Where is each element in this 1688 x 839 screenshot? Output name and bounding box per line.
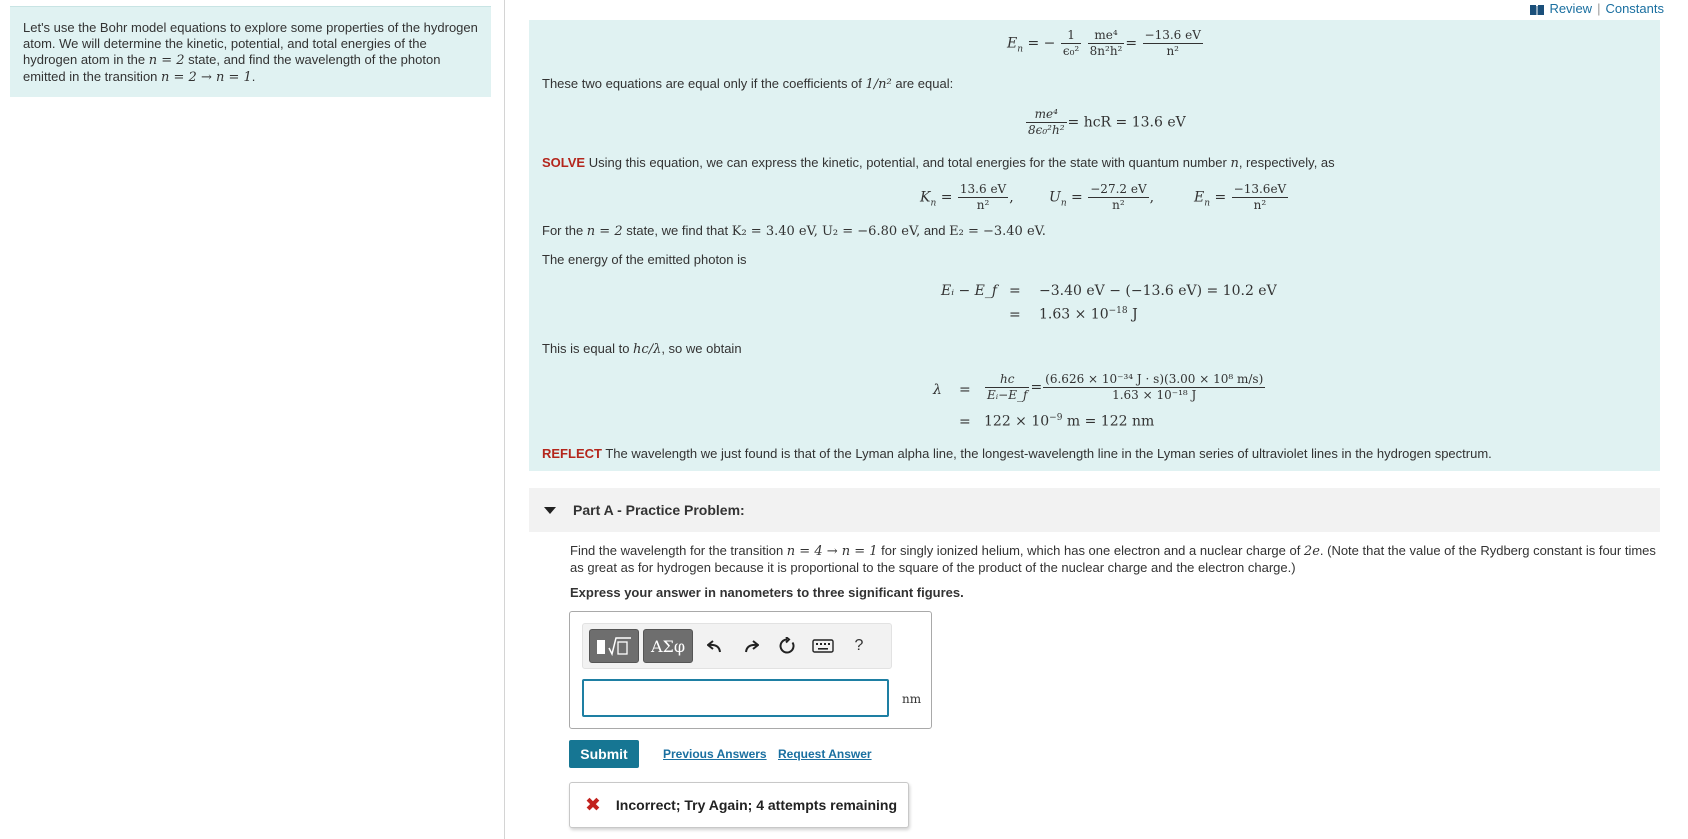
intro-text: state, and find the wavelength of the photon emitted in the transition	[23, 52, 441, 84]
hc-lambda-text: This is equal to hc/λ, so we obtain	[542, 341, 742, 357]
answer-box	[569, 611, 932, 729]
lambda-symbol: λ	[933, 382, 942, 398]
help-button[interactable]	[841, 629, 877, 663]
solve-paragraph: SOLVE Using this equation, we can express the kinetic, potential, and total energies for the state with quantum number n, respectively, as	[542, 155, 1335, 171]
separator: |	[1597, 0, 1601, 16]
solution-text: These two equations are equal only if the coefficients of 1/n² are equal:	[542, 76, 954, 92]
greek-symbols-button[interactable]: ΑΣφ	[643, 629, 693, 663]
equal-sign: =	[959, 382, 971, 398]
part-a-title: Part A - Practice Problem:	[573, 502, 745, 518]
book-icon	[1530, 3, 1544, 13]
problem-statement: Find the wavelength for the transition n = 4 → n = 1 for singly ionized helium, which has one electron and a nuclear charge of 2e. (Note that the value of the Rydberg constant is four times as great as for hydrogen because it is proportional to the square of the product of the nuclear charge and the electron charge.)	[570, 543, 1656, 575]
unit-label: nm	[902, 692, 922, 706]
intro-text: Let's use the Bohr model equations to explore some properties of the hydrogen atom. We will determine the kinetic, potential, and total energies of the hydrogen atom in the	[23, 20, 478, 67]
reflect-label: REFLECT	[542, 446, 602, 461]
constants-link[interactable]: Constants	[1605, 0, 1664, 16]
n2-values-text: For the n = 2 state, we find that K₂ = 3.40 eV, U₂ = −6.80 eV, and E₂ = −3.40 eV.	[542, 223, 1046, 239]
equation-energy-levels: $E_n$ = − $\frac{1}{\text{ϵ₀²}}$ $\frac{\text{me⁴}}{\text{8n²h²}}$ = $\frac{-13.6 eV}{\text{n²}}$	[1007, 28, 1201, 58]
equation-wavelength-line1: $\frac{hc}{\text{Eᵢ−E\_f}}$ = $\frac{\text{(6.626 × 10⁻³⁴ J · s)(3.00 × 10⁸ m/s)}}{\text{1.63 × 10⁻¹⁸ J}}$	[987, 372, 1264, 402]
math-toolbar	[582, 623, 892, 669]
request-answer-link[interactable]: Request Answer	[778, 747, 872, 761]
previous-answers-link[interactable]: Previous Answers	[663, 747, 767, 761]
undo-icon[interactable]	[697, 629, 733, 663]
reset-icon[interactable]	[769, 629, 805, 663]
solution-panel	[529, 20, 1660, 471]
collapse-triangle-icon[interactable]	[544, 507, 556, 514]
review-constants-bar	[1530, 0, 1664, 16]
templates-icon	[594, 634, 634, 658]
equation-total: $E_n$ = $\frac{-13.6eV}{\text{n²}}$	[1194, 182, 1287, 212]
equation-kinetic: $K_n$ = $\frac{13.6 eV}{\text{n²}}$ ,	[920, 182, 1014, 212]
feedback-box	[569, 782, 909, 828]
equation-photon-energy-line1: −3.40 eV − (−13.6 eV) = 10.2 eV	[1039, 283, 1277, 299]
answer-instruction: Express your answer in nanometers to three significant figures.	[570, 585, 964, 600]
solve-label: SOLVE	[542, 155, 586, 170]
equal-sign: =	[1009, 307, 1021, 323]
intro-math: n = 2	[148, 53, 185, 68]
equation-photon-energy: Eᵢ − E_f	[941, 283, 998, 299]
submit-button[interactable]: Submit	[569, 740, 639, 768]
close-icon: ✖	[585, 794, 601, 816]
equation-rydberg: $\frac{\text{me⁴}}{\text{8ϵ₀²h²}}$ = hcR = 13.6 eV	[1028, 107, 1186, 137]
feedback-text: Incorrect; Try Again; 4 attempts remaining	[615, 797, 898, 813]
keyboard-icon[interactable]	[805, 629, 841, 663]
equal-sign: =	[1009, 283, 1021, 299]
intro-panel	[10, 6, 491, 97]
redo-icon[interactable]	[733, 629, 769, 663]
intro-text: .	[251, 69, 256, 84]
photon-energy-text: The energy of the emitted photon is	[542, 252, 747, 267]
answer-input[interactable]	[582, 679, 889, 717]
equation-wavelength-line2: $122 \times 10^{-9}$ m = 122 nm	[984, 413, 1155, 430]
equation-photon-energy-line2: $1.63 \times 10^{-18}$ J	[1039, 306, 1138, 323]
reflect-paragraph: REFLECT The wavelength we just found is that of the Lyman alpha line, the longest-wavelength line in the Lyman series of ultraviolet lines in the hydrogen spectrum.	[542, 446, 1492, 461]
templates-button[interactable]	[589, 629, 639, 663]
part-a-header[interactable]	[529, 488, 1660, 532]
help-icon: ?	[854, 637, 864, 654]
review-link[interactable]: Review	[1549, 0, 1593, 16]
panel-divider	[504, 0, 505, 839]
equation-potential: $U_n$ = $\frac{-27.2 eV}{\text{n²}}$ ,	[1049, 182, 1155, 212]
intro-math: n = 2 → n = 1	[161, 70, 252, 85]
equal-sign: =	[959, 414, 971, 430]
